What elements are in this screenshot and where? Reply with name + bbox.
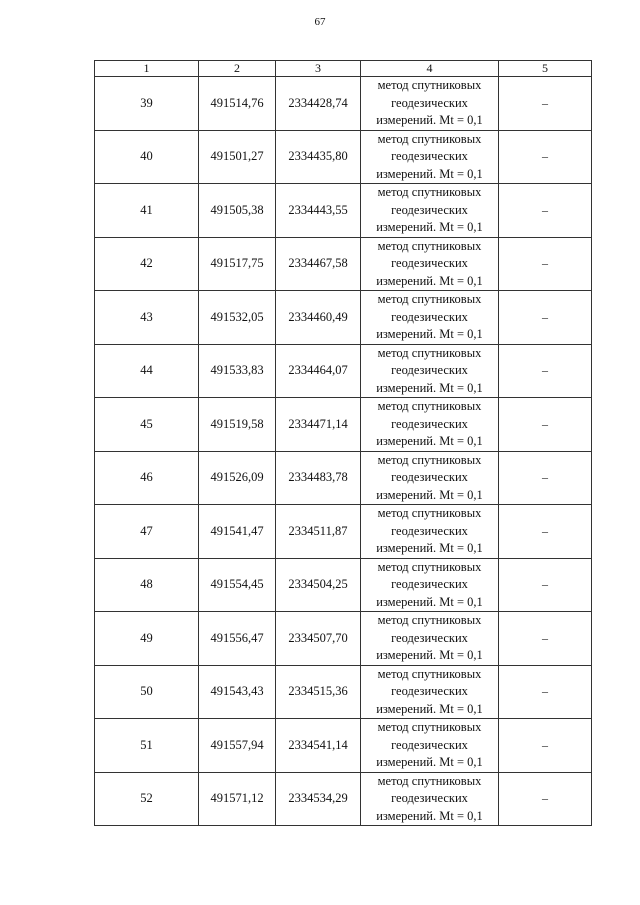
point-number-cell: 52 <box>95 772 199 826</box>
method-line: геодезических <box>391 523 468 538</box>
point-number-cell: 41 <box>95 184 199 238</box>
point-number-cell: 47 <box>95 505 199 559</box>
y-coordinate-cell: 2334483,78 <box>276 451 361 505</box>
note-cell: – <box>499 612 592 666</box>
method-line: метод спутниковых <box>377 131 482 146</box>
method-line: измерений. Mt = 0,1 <box>376 701 483 716</box>
table-row <box>95 451 592 505</box>
method-line: измерений. Mt = 0,1 <box>376 273 483 288</box>
page-number: 67 <box>314 16 326 28</box>
point-number-cell: 51 <box>95 719 199 773</box>
method-cell <box>361 184 499 238</box>
point-number-cell: 42 <box>95 237 199 291</box>
note-cell: – <box>499 665 592 719</box>
method-cell <box>361 291 499 345</box>
method-cell <box>361 237 499 291</box>
note-cell: – <box>499 719 592 773</box>
note-cell: – <box>499 291 592 345</box>
method-line: геодезических <box>391 684 468 698</box>
table-row <box>95 184 592 238</box>
method-line: метод спутниковых <box>377 238 482 253</box>
method-line: метод спутниковых <box>377 506 482 520</box>
note-cell: – <box>499 558 592 612</box>
note-cell: – <box>499 77 592 131</box>
table-row <box>95 558 592 612</box>
method-line: геодезических <box>391 202 468 217</box>
method-line: геодезических <box>391 309 468 324</box>
method-line: геодезических <box>391 737 468 752</box>
table-row <box>95 77 592 131</box>
method-cell <box>361 665 499 719</box>
header-col-4: 4 <box>361 61 499 77</box>
method-line: геодезических <box>391 630 468 645</box>
method-cell <box>361 451 499 505</box>
point-number-cell: 45 <box>95 398 199 452</box>
y-coordinate-cell: 2334464,07 <box>276 344 361 398</box>
header-col-1: 1 <box>95 61 199 77</box>
x-coordinate-cell: 491571,12 <box>199 772 276 826</box>
method-line: метод спутниковых <box>377 720 482 734</box>
table-header-row <box>95 61 592 77</box>
method-line: измерений. Mt = 0,1 <box>376 541 483 555</box>
method-line: геодезических <box>391 470 468 484</box>
note-cell: – <box>499 398 592 452</box>
point-number-cell: 44 <box>95 344 199 398</box>
y-coordinate-cell: 2334471,14 <box>276 398 361 452</box>
x-coordinate-cell: 491505,38 <box>199 184 276 238</box>
x-coordinate-cell: 491517,75 <box>199 237 276 291</box>
method-cell <box>361 558 499 612</box>
y-coordinate-cell: 2334541,14 <box>276 719 361 773</box>
y-coordinate-cell: 2334460,49 <box>276 291 361 345</box>
table-row <box>95 772 592 826</box>
x-coordinate-cell: 491532,05 <box>199 291 276 345</box>
method-line: измерений. Mt = 0,1 <box>376 487 483 502</box>
y-coordinate-cell: 2334435,80 <box>276 130 361 184</box>
method-line: метод спутниковых <box>377 452 482 467</box>
method-line: геодезических <box>391 256 468 270</box>
point-number-cell: 46 <box>95 451 199 505</box>
method-line: метод спутниковых <box>377 345 482 360</box>
method-line: геодезических <box>391 577 468 591</box>
x-coordinate-cell: 491541,47 <box>199 505 276 559</box>
point-number-cell: 40 <box>95 130 199 184</box>
note-cell: – <box>499 344 592 398</box>
table-body <box>95 77 592 826</box>
table-row <box>95 237 592 291</box>
method-line: измерений. Mt = 0,1 <box>376 113 483 127</box>
note-cell: – <box>499 130 592 184</box>
method-cell <box>361 398 499 452</box>
y-coordinate-cell: 2334504,25 <box>276 558 361 612</box>
table-row <box>95 130 592 184</box>
method-cell <box>361 719 499 773</box>
y-coordinate-cell: 2334511,87 <box>276 505 361 559</box>
table-row <box>95 719 592 773</box>
x-coordinate-cell: 491501,27 <box>199 130 276 184</box>
header-col-3: 3 <box>276 61 361 77</box>
table-row <box>95 291 592 345</box>
y-coordinate-cell: 2334534,29 <box>276 772 361 826</box>
table-row <box>95 344 592 398</box>
point-number-cell: 39 <box>95 77 199 131</box>
point-number-cell: 49 <box>95 612 199 666</box>
method-cell <box>361 612 499 666</box>
table-row <box>95 612 592 666</box>
method-line: метод спутниковых <box>377 773 482 788</box>
method-line: геодезических <box>391 363 468 377</box>
point-number-cell: 43 <box>95 291 199 345</box>
method-line: измерений. Mt = 0,1 <box>376 220 483 234</box>
method-line: метод спутниковых <box>377 78 482 92</box>
method-line: измерений. Mt = 0,1 <box>376 755 483 769</box>
method-line: метод спутниковых <box>377 185 482 199</box>
x-coordinate-cell: 491514,76 <box>199 77 276 131</box>
x-coordinate-cell: 491526,09 <box>199 451 276 505</box>
method-line: геодезических <box>391 95 468 110</box>
method-cell <box>361 772 499 826</box>
method-line: геодезических <box>391 149 468 163</box>
y-coordinate-cell: 2334443,55 <box>276 184 361 238</box>
method-line: измерений. Mt = 0,1 <box>376 594 483 609</box>
header-col-5: 5 <box>499 61 592 77</box>
x-coordinate-cell: 491519,58 <box>199 398 276 452</box>
method-cell <box>361 77 499 131</box>
method-line: измерений. Mt = 0,1 <box>376 327 483 341</box>
y-coordinate-cell: 2334467,58 <box>276 237 361 291</box>
method-line: измерений. Mt = 0,1 <box>376 380 483 395</box>
method-cell <box>361 344 499 398</box>
point-number-cell: 48 <box>95 558 199 612</box>
table-row <box>95 505 592 559</box>
method-cell <box>361 505 499 559</box>
note-cell: – <box>499 772 592 826</box>
table-row <box>95 665 592 719</box>
y-coordinate-cell: 2334515,36 <box>276 665 361 719</box>
note-cell: – <box>499 237 592 291</box>
method-line: измерений. Mt = 0,1 <box>376 808 483 823</box>
method-line: метод спутниковых <box>377 292 482 306</box>
x-coordinate-cell: 491554,45 <box>199 558 276 612</box>
method-line: геодезических <box>391 791 468 805</box>
coordinates-table <box>94 60 592 826</box>
note-cell: – <box>499 184 592 238</box>
method-line: метод спутниковых <box>377 613 482 627</box>
method-cell <box>361 130 499 184</box>
method-line: метод спутниковых <box>377 399 482 413</box>
x-coordinate-cell: 491543,43 <box>199 665 276 719</box>
note-cell: – <box>499 505 592 559</box>
method-line: метод спутниковых <box>377 559 482 574</box>
x-coordinate-cell: 491556,47 <box>199 612 276 666</box>
y-coordinate-cell: 2334428,74 <box>276 77 361 131</box>
y-coordinate-cell: 2334507,70 <box>276 612 361 666</box>
method-line: измерений. Mt = 0,1 <box>376 166 483 181</box>
table-row <box>95 398 592 452</box>
x-coordinate-cell: 491557,94 <box>199 719 276 773</box>
method-line: метод спутниковых <box>377 666 482 681</box>
x-coordinate-cell: 491533,83 <box>199 344 276 398</box>
note-cell: – <box>499 451 592 505</box>
method-line: измерений. Mt = 0,1 <box>376 648 483 662</box>
method-line: измерений. Mt = 0,1 <box>376 434 483 448</box>
header-col-2: 2 <box>199 61 276 77</box>
method-line: геодезических <box>391 416 468 431</box>
point-number-cell: 50 <box>95 665 199 719</box>
